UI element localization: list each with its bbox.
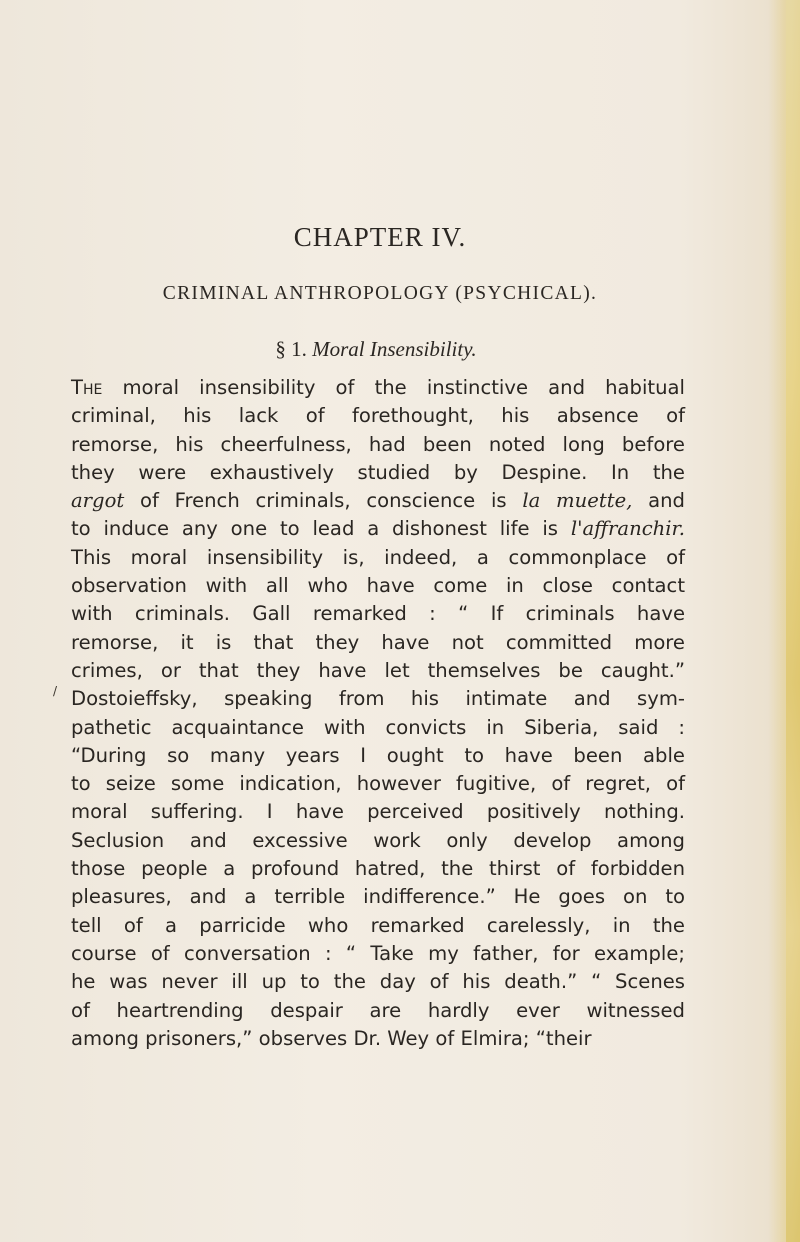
text-run: la muette,: [522, 489, 633, 513]
text-run: course of conversation : “ Take my father, for example;: [71, 941, 685, 965]
text-line: [71, 883, 685, 911]
text-run: and: [632, 489, 685, 513]
text-run: to seize some indication, however fugitive, of regret, of: [71, 772, 685, 796]
text-line: [71, 997, 685, 1025]
text-run: Dostoieffsky, speaking from his intimate and sym-: [71, 687, 685, 711]
text-line: [71, 742, 685, 770]
text-run: of heartrending despair are hardly ever witnessed: [71, 998, 685, 1022]
text-run: to induce any one to lead a dishonest life is: [71, 517, 571, 541]
text-run: criminal, his lack of forethought, his absence of: [71, 404, 685, 428]
text-run: argot: [71, 489, 125, 513]
text-line: [71, 714, 685, 742]
text-run: remorse, his cheerfulness, had been noted long before: [71, 432, 685, 456]
section-title: Moral Insensibility.: [312, 337, 477, 361]
text-run: they were exhaustively studied by Despine. In the: [71, 460, 685, 484]
text-run: Seclusion and excessive work only develop among: [71, 828, 685, 852]
text-line: [71, 657, 685, 685]
text-run: “During so many years I ought to have been able: [71, 743, 685, 767]
text-run: with criminals. Gall remarked : “ If criminals have: [71, 602, 685, 626]
text-line: [71, 629, 685, 657]
text-run: This moral insensibility is, indeed, a commonplace of: [71, 545, 685, 569]
text-line: [71, 685, 685, 713]
text-line: [71, 1025, 685, 1053]
text-run: moral suffering. I have perceived positively nothing.: [71, 800, 685, 824]
text-run: pleasures, and a terrible indifference.” He goes on to: [71, 885, 685, 909]
chapter-subtitle: CRIMINAL ANTHROPOLOGY (PSYCHICAL).: [162, 283, 598, 304]
text-line: [71, 374, 685, 402]
chapter-heading: CHAPTER IV.: [293, 222, 467, 252]
text-line: [71, 515, 685, 543]
text-line: [71, 855, 685, 883]
text-line: [71, 431, 685, 459]
text-line: [71, 600, 685, 628]
text-line: [71, 798, 685, 826]
text-run: moral insensibility of the instinctive and habitual: [102, 376, 685, 399]
text-line: [71, 487, 685, 515]
text-line: [71, 402, 685, 430]
page-edge: [786, 0, 800, 1242]
text-run: crimes, or that they have let themselves be caught.”: [71, 658, 685, 682]
text-run: l'affranchir.: [570, 517, 685, 541]
section-number: § 1.: [275, 337, 307, 361]
text-run: of French criminals, conscience is: [124, 489, 523, 513]
text-run: tell of a parricide who remarked carelessly, in the: [71, 913, 685, 937]
text-run: those people a profound hatred, the thirst of forbidden: [71, 857, 685, 881]
text-line: [71, 940, 685, 968]
section-heading: [0, 337, 776, 362]
margin-mark: /: [53, 684, 58, 698]
body-text: [71, 374, 685, 1053]
text-run: among prisoners,” observes Dr. Wey of Elmira; “their: [71, 1026, 592, 1050]
text-line: [71, 459, 685, 487]
text-run: he was never ill up to the day of his death.” “ Scenes: [71, 970, 685, 994]
text-line: [71, 544, 685, 572]
text-run: pathetic acquaintance with convicts in Siberia, said :: [71, 715, 685, 739]
text-line: [71, 968, 685, 996]
text-run: observation with all who have come in close contact: [71, 574, 685, 598]
text-line: [71, 912, 685, 940]
text-line: [71, 572, 685, 600]
text-run: The: [71, 376, 103, 399]
text-run: remorse, it is that they have not committed more: [71, 630, 685, 654]
text-line: [71, 827, 685, 855]
text-line: [71, 770, 685, 798]
